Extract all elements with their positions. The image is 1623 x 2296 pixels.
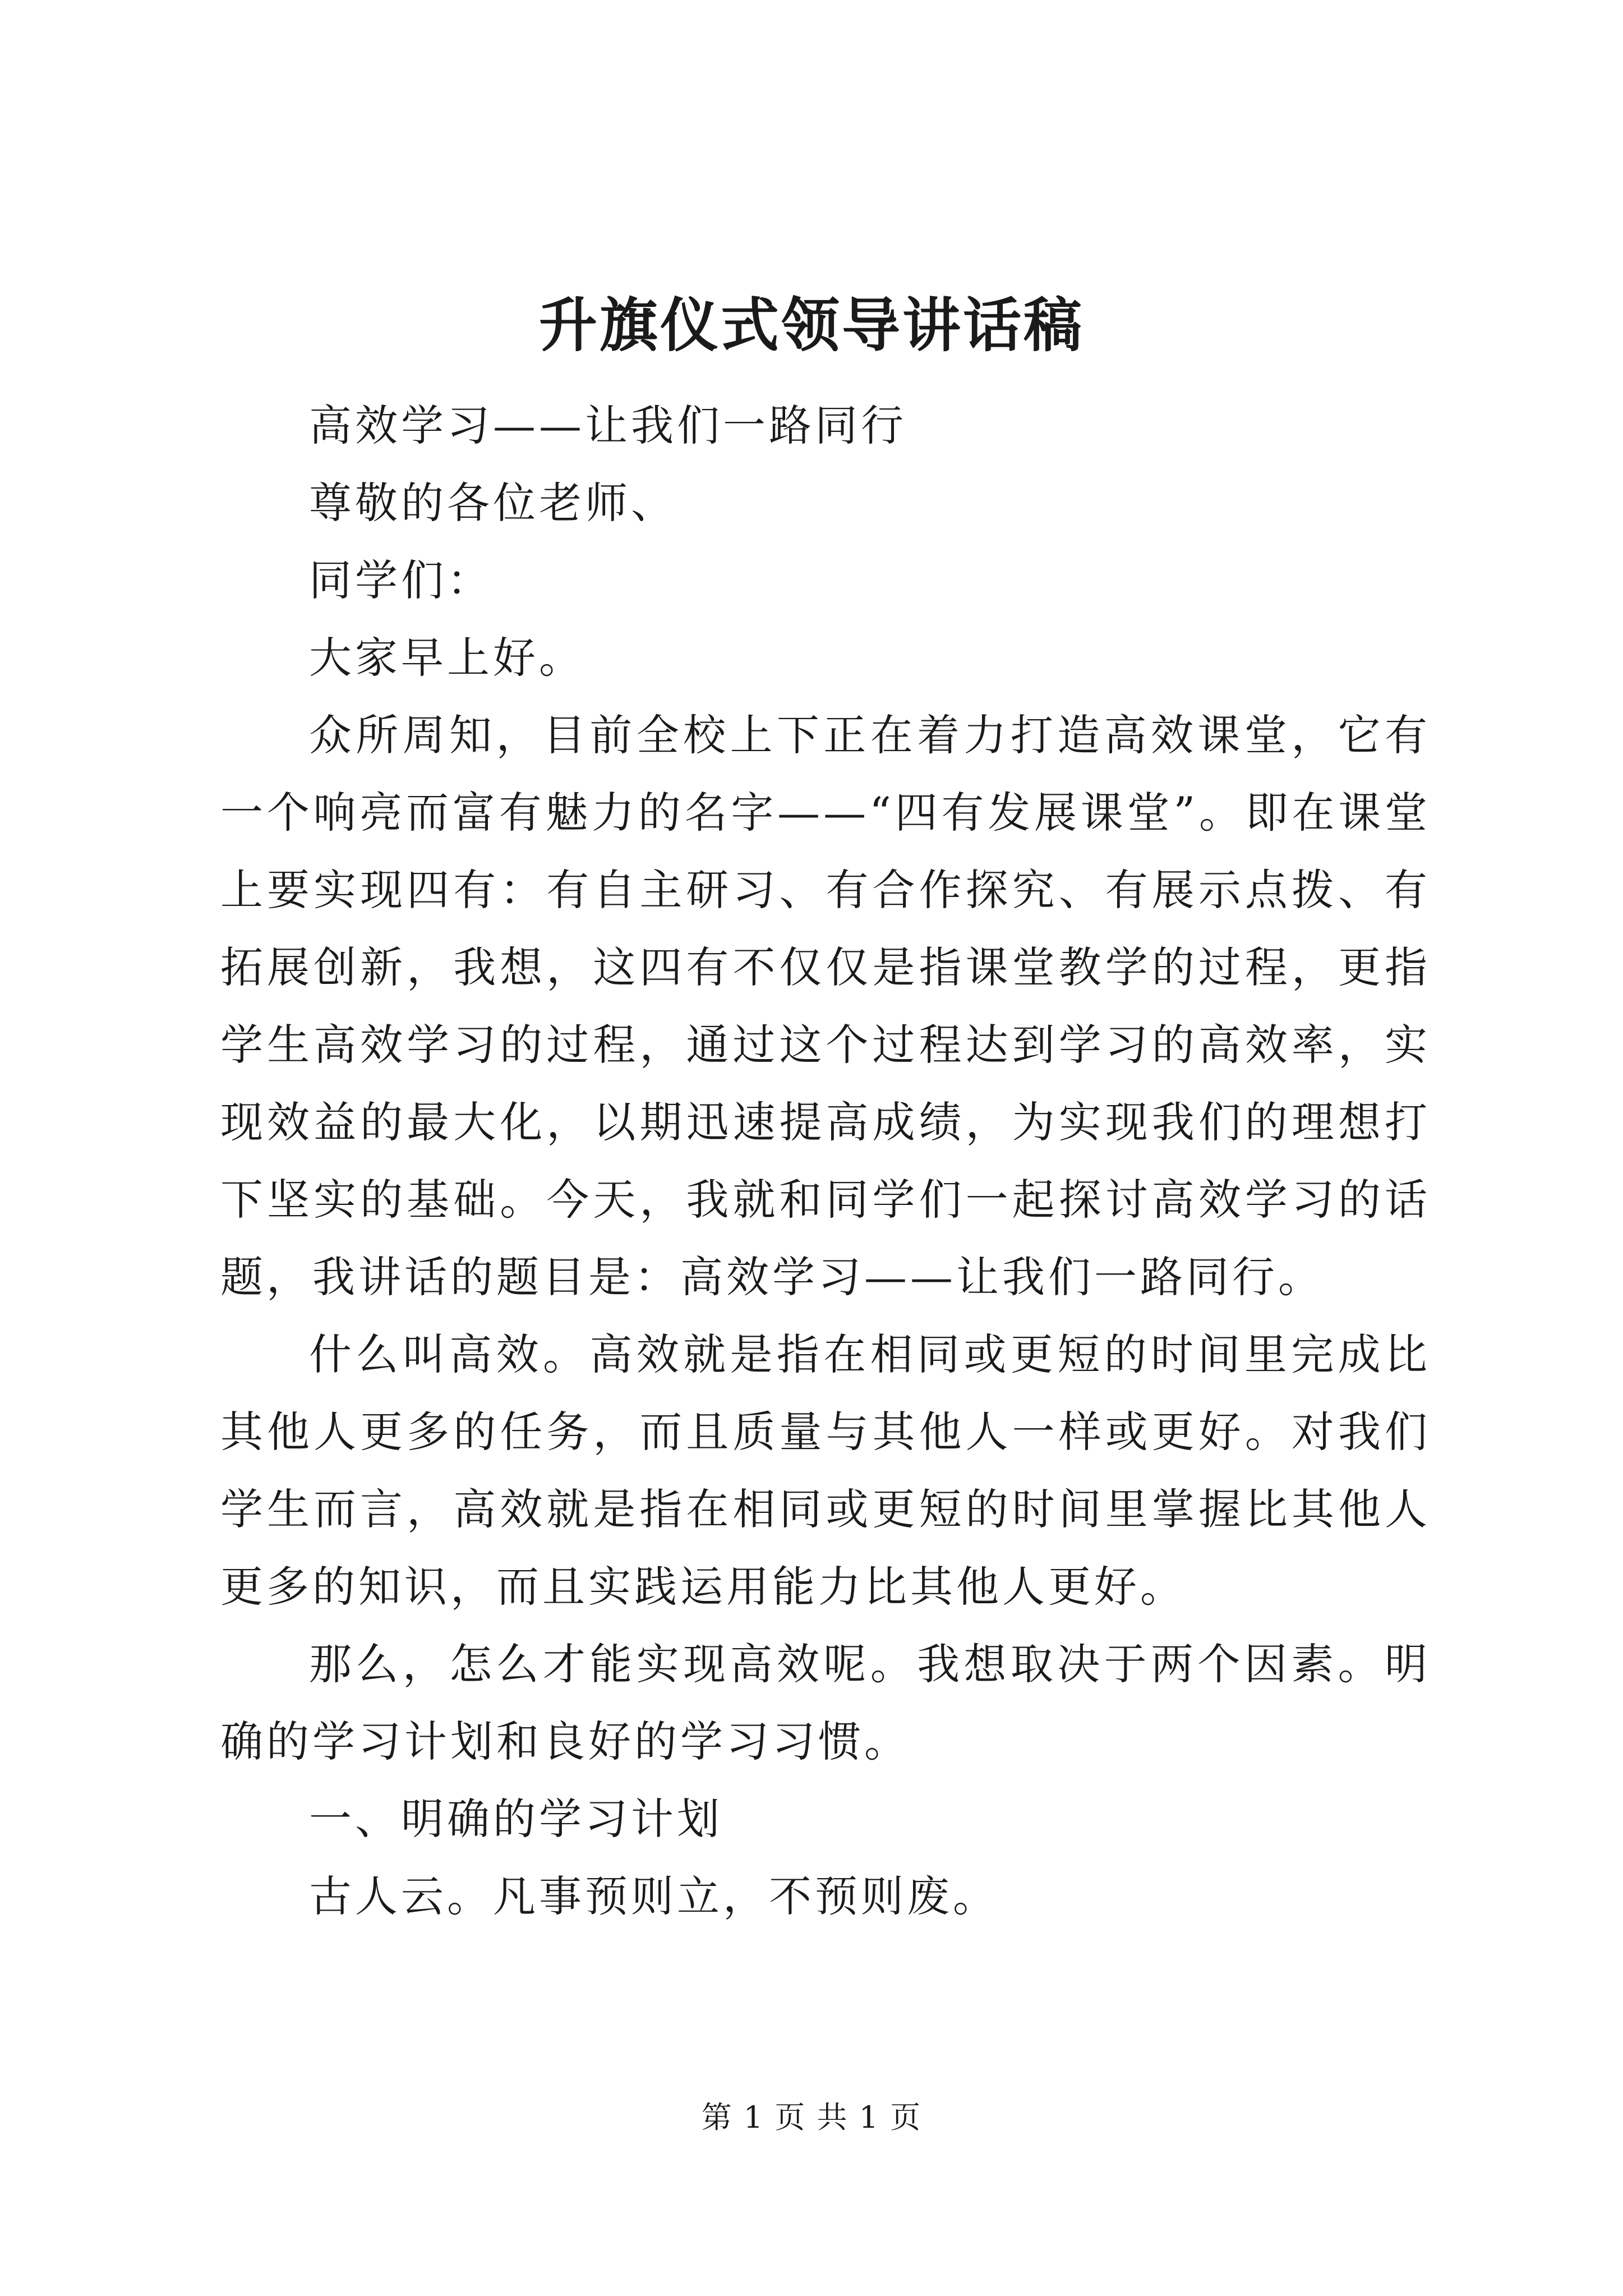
paragraph-greeting: 大家早上好。 bbox=[309, 633, 585, 683]
paragraph-definition: 什么叫高效。高效就是指在相同或更短的时间里完成比其他人更多的任务，而且质量与其他人一样或更好。对我们学生而言，高效就是指在相同或更短的时间里掌握比其他人更多的知识，而且实践运用能力比其他人更好。 bbox=[220, 1329, 1431, 1612]
section-heading-plan: 一、明确的学习计划 bbox=[309, 1794, 723, 1844]
paragraph-factors: 那么，怎么才能实现高效呢。我想取决于两个因素。明确的学习计划和良好的学习习惯。 bbox=[220, 1639, 1431, 1766]
paragraph-quote: 古人云。凡事预则立，不预则废。 bbox=[309, 1871, 999, 1921]
paragraph-salutation-teachers: 尊敬的各位老师、 bbox=[309, 478, 677, 528]
document-body bbox=[220, 387, 1431, 1935]
document-title: 升旗仪式领导讲话稿 bbox=[538, 291, 1084, 360]
paragraph-intro: 众所周知，目前全校上下正在着力打造高效课堂，它有一个响亮而富有魅力的名字——“四有发展课堂”。即在课堂上要实现四有：有自主研习、有合作探究、有展示点拨、有拓展创新，我想，这四有不仅仅是指课堂教学的过程，更指学生高效学习的过程，通过这个过程达到学习的高效率，实现效益的最大化，以期迅速提高成绩，为实现我们的理想打下坚实的基础。今天，我就和同学们一起探讨高效学习的话题，我讲话的题目是：高效学习——让我们一路同行。 bbox=[220, 710, 1431, 1302]
paragraph-subtitle: 高效学习——让我们一路同行 bbox=[309, 401, 907, 450]
paragraph-salutation-students: 同学们： bbox=[309, 555, 493, 605]
page-footer: 第 1 页 共 1 页 bbox=[701, 2100, 922, 2135]
